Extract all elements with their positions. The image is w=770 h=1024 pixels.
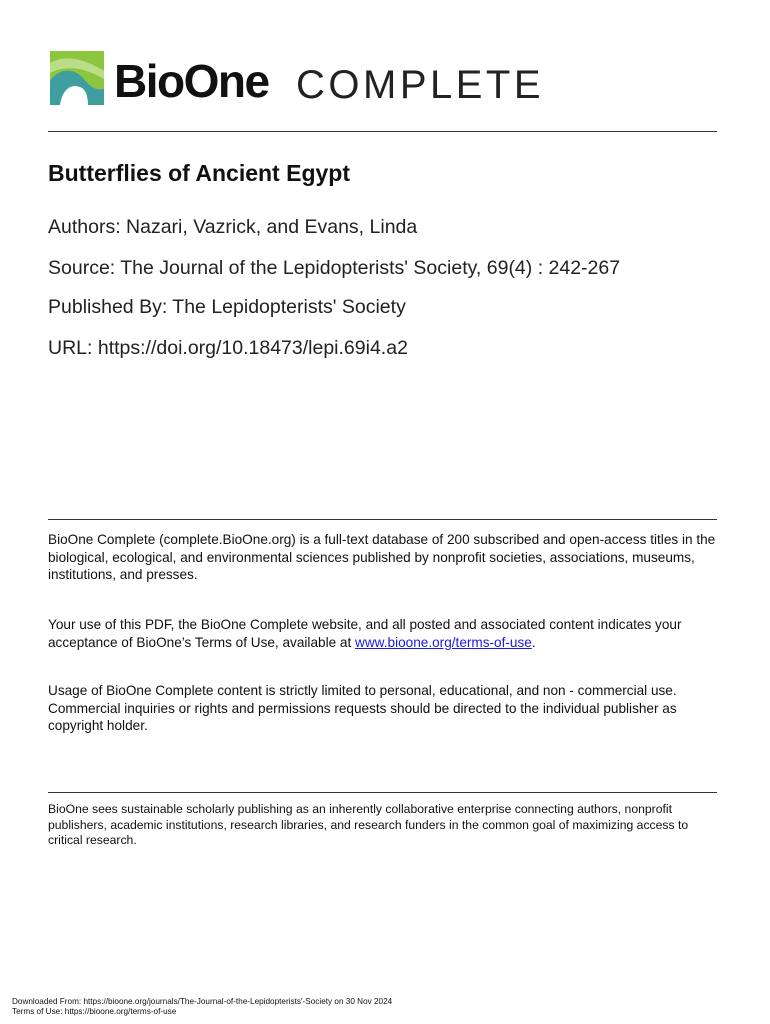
terms-of-use-footer: Terms of Use: https://bioone.org/terms-of-use bbox=[12, 1007, 177, 1016]
logo-product-text: COMPLETE bbox=[296, 63, 545, 107]
download-info: Downloaded From: https://bioone.org/journals/The-Journal-of-the-Lepidopterists'-Society on 30 Nov 2024 bbox=[12, 997, 393, 1006]
notices-divider bbox=[48, 519, 717, 520]
logo-brand-text: BioOne bbox=[114, 55, 269, 107]
terms-suffix: . bbox=[531, 634, 536, 650]
article-publisher: Published By: The Lepidopterists' Society bbox=[48, 296, 406, 318]
terms-of-use-link[interactable]: www.bioone.org/terms-of-use bbox=[355, 634, 532, 650]
bioone-complete-logo bbox=[50, 50, 550, 108]
article-title: Butterflies of Ancient Egypt bbox=[48, 160, 350, 186]
article-url[interactable]: URL: https://doi.org/10.18473/lepi.69i4.a2 bbox=[48, 337, 408, 359]
mission-divider bbox=[48, 792, 717, 793]
about-paragraph: BioOne Complete (complete.BioOne.org) is a full-text database of 200 subscribed and open-access titles in the biological, ecological, and environmental sciences published by nonprofit societies, associations, museums, institutions, and presses. bbox=[48, 532, 716, 582]
terms-paragraph bbox=[48, 616, 720, 651]
header-divider bbox=[48, 131, 717, 132]
bioone-logo-icon bbox=[50, 51, 104, 105]
mission-paragraph: BioOne sees sustainable scholarly publishing as an inherently collaborative enterprise connecting authors, nonprofit publishers, academic institutions, research libraries, and research funders in the common goal of maximizing access to critical research. bbox=[48, 802, 689, 847]
usage-paragraph: Usage of BioOne Complete content is strictly limited to personal, educational, and non - commercial use. Commercial inquiries or rights and permissions requests should be directed to the individual publisher as copyright holder. bbox=[48, 683, 677, 733]
article-authors: Authors: Nazari, Vazrick, and Evans, Linda bbox=[48, 216, 418, 238]
article-source: Source: The Journal of the Lepidopterists' Society, 69(4) : 242-267 bbox=[48, 257, 621, 279]
terms-text: Your use of this PDF, the BioOne Complete website, and all posted and associated content indicates your acceptance of BioOne’s Terms of Use, available at bbox=[48, 617, 682, 650]
